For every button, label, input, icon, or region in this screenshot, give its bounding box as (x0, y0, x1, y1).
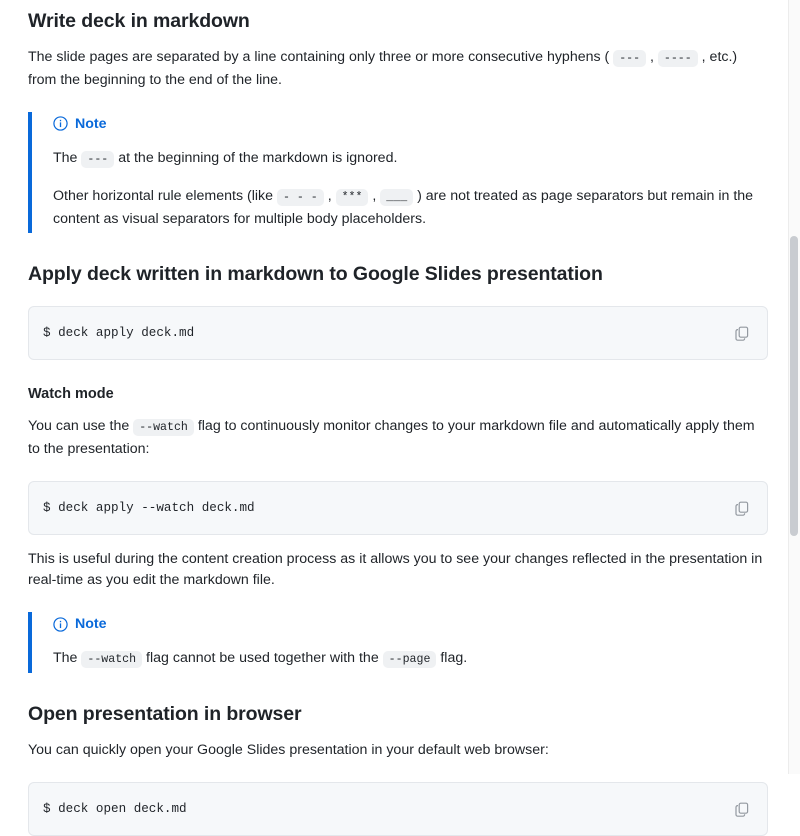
note-label: Note (75, 616, 107, 633)
inline-code-page-flag: --page (383, 651, 437, 668)
watch-text-b: flag to continuously monitor changes to your markdown file and automatically apply them to the presentation: (28, 417, 755, 457)
note-callout-watch (28, 612, 768, 673)
inline-code-watch-flag: --watch (133, 419, 194, 436)
inline-code-hyphens-3: --- (613, 50, 646, 67)
vertical-scrollbar[interactable] (788, 0, 800, 774)
watch-mode-paragraph (28, 402, 768, 461)
inline-code-hyphens: --- (81, 151, 114, 168)
info-icon (53, 116, 68, 131)
intro-text-part-2: , (646, 49, 658, 65)
section-title-apply-deck: Apply deck written in markdown to Google Slides presentation (28, 262, 603, 285)
note-text-f: ) are not treated as page separators but remain in the content as visual separators for multiple body placeholders. (53, 188, 754, 228)
note-text-b: flag cannot be used together with the (142, 650, 383, 667)
watch-text-a: You can use the (28, 417, 134, 434)
note-text-a: The (53, 650, 82, 667)
copy-icon[interactable] (731, 322, 753, 344)
code-block-open (28, 782, 768, 836)
note-text-e: , (368, 188, 381, 205)
code-block-apply-watch (28, 481, 768, 535)
info-icon (53, 617, 68, 632)
note-label: Note (75, 115, 107, 132)
useful-paragraph: This is useful during the content creation process as it allows you to see your changes reflected in the presentation in real-time as you edit the markdown file. (28, 550, 763, 589)
inline-code-underscore-rule: ___ (380, 189, 413, 206)
intro-paragraph (28, 33, 768, 92)
code-block-command: $ deck open deck.md (43, 801, 187, 816)
inline-code-asterisk-rule: *** (336, 189, 369, 206)
note-text-c: Other horizontal rule elements (like (53, 188, 277, 205)
copy-icon[interactable] (731, 798, 753, 820)
scrollbar-thumb[interactable] (790, 236, 798, 536)
note-text-a: The (53, 149, 82, 166)
intro-text-part-3: , etc.) from the beginning to the end of the line. (28, 49, 738, 88)
inline-code-watch-flag: --watch (81, 651, 142, 668)
note-line-watch (53, 632, 768, 671)
subsection-title-watch-mode: Watch mode (28, 385, 114, 402)
note-header (53, 612, 768, 632)
page-title: Write deck in markdown (28, 10, 250, 32)
intro-text-part-1: The slide pages are separated by a line containing only three or more consecutive hyphens ( (28, 49, 614, 65)
code-block-command: $ deck apply deck.md (43, 325, 195, 340)
note-line-1 (53, 132, 768, 171)
note-header (53, 112, 768, 132)
inline-code-dash-rule: - - - (277, 189, 324, 206)
code-block-apply (28, 306, 768, 360)
note-text-b: at the beginning of the markdown is ignored. (114, 149, 398, 166)
note-text-d: , (323, 188, 336, 205)
note-callout-markdown (28, 112, 768, 233)
note-line-2 (53, 170, 768, 231)
inline-code-hyphens-4: ---- (658, 50, 698, 67)
copy-icon[interactable] (731, 497, 753, 519)
note-text-c: flag. (436, 650, 468, 667)
open-browser-paragraph: You can quickly open your Google Slides presentation in your default web browser: (28, 741, 549, 758)
code-block-command: $ deck apply --watch deck.md (43, 500, 255, 515)
section-title-open-browser: Open presentation in browser (28, 702, 302, 725)
